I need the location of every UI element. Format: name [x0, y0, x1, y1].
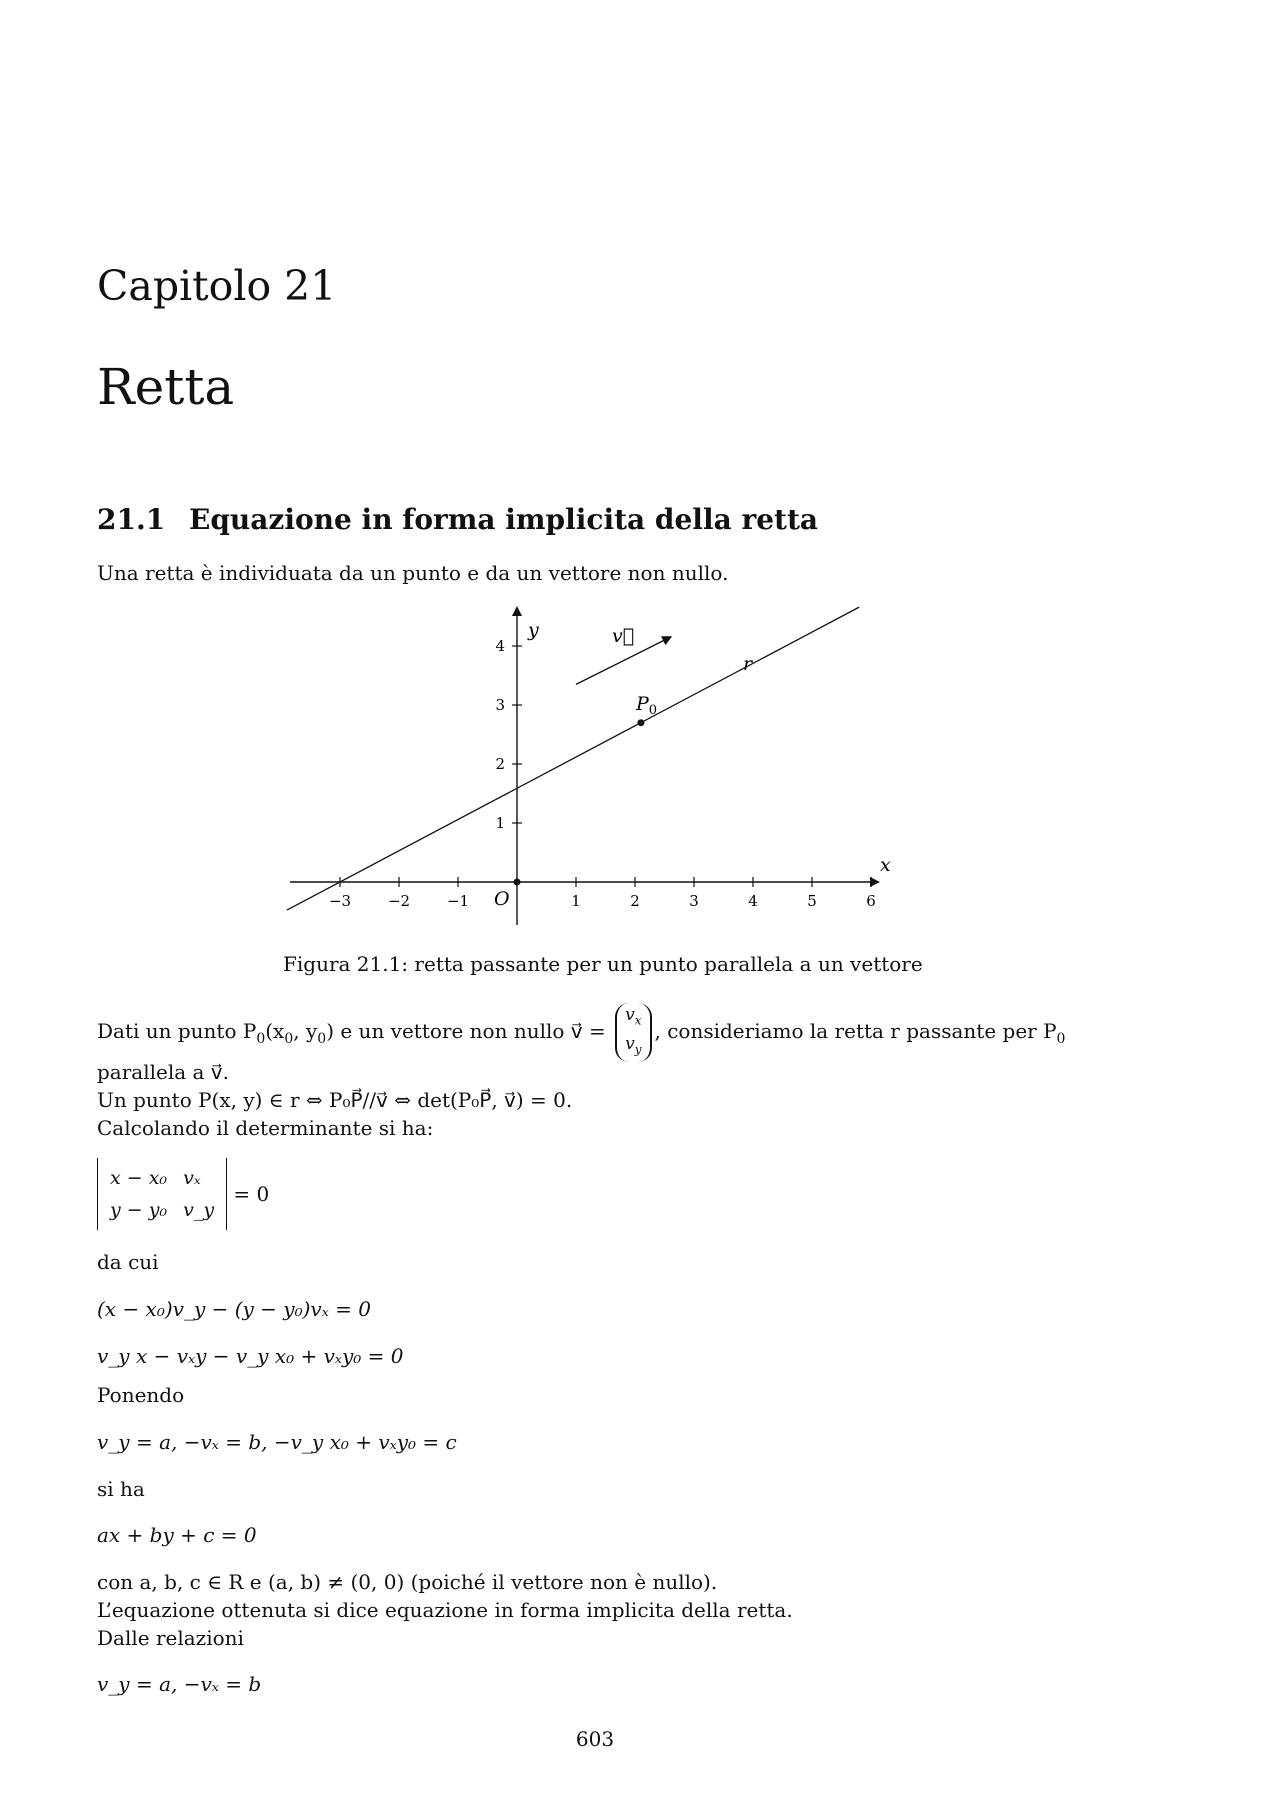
x-tick-label: −1 — [446, 892, 470, 910]
chapter-title: Retta — [97, 358, 235, 416]
p1-part-e: , consideriamo la retta r passante per P — [654, 1018, 1057, 1043]
vec-bottom: v — [625, 1034, 635, 1055]
figure-line-plot — [280, 600, 900, 940]
paragraph-2: parallela a v⃗. — [97, 1060, 229, 1084]
vec-top-sub: x — [634, 1013, 642, 1028]
vector-label: v⃗ — [612, 625, 635, 647]
paragraph-5: con a, b, c ∈ R e (a, b) ≠ (0, 0) (poiché il vettore non è nullo). — [97, 1570, 718, 1594]
determinant-matrix — [97, 1158, 227, 1230]
text-ponendo: Ponendo — [97, 1383, 185, 1407]
point-label-sub: 0 — [648, 703, 658, 718]
determinant-equation — [97, 1158, 269, 1230]
det-c: y − y₀ — [110, 1199, 168, 1221]
vec-bottom-sub: y — [634, 1042, 642, 1057]
p1-part-a: Dati un punto P — [97, 1018, 257, 1043]
equation-5: v_y = a, −vₓ = b — [97, 1672, 262, 1696]
page-number: 603 — [575, 1727, 615, 1751]
point-label-letter: P — [636, 693, 649, 715]
det-b: vₓ — [183, 1167, 201, 1189]
x-tick-label: −2 — [387, 892, 411, 910]
section-number: 21.1 — [97, 503, 166, 536]
x-tick-label: 3 — [689, 892, 699, 910]
y-tick-label: 2 — [495, 755, 505, 773]
equation-4: ax + by + c = 0 — [97, 1523, 257, 1547]
y-tick-label: 3 — [495, 696, 505, 714]
y-tick-label: 1 — [495, 814, 505, 832]
paragraph-3: Un punto P(x, y) ∈ r ⇔ P₀P⃗//v⃗ ⇔ det(P₀P⃗, v⃗) = 0. — [97, 1088, 573, 1112]
equation-1: (x − x₀)v_y − (y − y₀)vₓ = 0 — [97, 1297, 372, 1321]
x-axis-label: x — [880, 854, 891, 876]
equation-3: v_y = a, −vₓ = b, −v_y x₀ + vₓy₀ = c — [97, 1430, 457, 1454]
x-tick-label: 6 — [866, 892, 876, 910]
x-tick-label: −3 — [328, 892, 352, 910]
origin-label: O — [494, 888, 510, 910]
y-ticks — [495, 637, 522, 832]
p1-part-d: ) e un vettore non nullo v⃗ = — [326, 1018, 606, 1043]
section-heading — [97, 503, 818, 536]
origin-point — [514, 879, 521, 886]
x-tick-label: 4 — [748, 892, 758, 910]
chapter-label: Capitolo 21 — [97, 262, 337, 310]
section-title: Equazione in forma implicita della retta — [189, 503, 819, 536]
p1-part-f: 0 — [1056, 1030, 1066, 1047]
point-label — [635, 693, 657, 718]
paragraph-7: Dalle relazioni — [97, 1626, 244, 1650]
x-tick-label: 5 — [807, 892, 817, 910]
intro-paragraph: Una retta è individuata da un punto e da un vettore non nullo. — [97, 561, 729, 585]
p1-part-b: (x — [265, 1018, 285, 1043]
x-tick-label: 1 — [571, 892, 581, 910]
paragraph-4: Calcolando il determinante si ha: — [97, 1116, 434, 1140]
point-p0 — [637, 719, 644, 726]
line-r — [287, 607, 859, 910]
equation-2: v_y x − vₓy − v_y x₀ + vₓy₀ = 0 — [97, 1344, 404, 1368]
det-a: x − x₀ — [110, 1167, 168, 1189]
det-d: v_y — [183, 1199, 215, 1221]
y-tick-label: 4 — [495, 637, 505, 655]
text-si-ha: si ha — [97, 1477, 145, 1501]
paragraph-6: L’equazione ottenuta si dice equazione in forma implicita della retta. — [97, 1598, 793, 1622]
line-label: r — [743, 653, 753, 675]
y-axis-label: y — [528, 619, 539, 641]
vec-top: v — [625, 1005, 635, 1025]
det-equals: = 0 — [233, 1182, 270, 1206]
paragraph-1: Dati un punto $P_0(x_0$, $y_0$) e un vettore non nullo v⃗ = $v_x$ $v_y$ , consideriamo la retta r passante per $P_0$ — [97, 1003, 1065, 1062]
x-tick-label: 2 — [630, 892, 640, 910]
figure-caption: Figura 21.1: retta passante per un punto parallela a un vettore — [283, 952, 923, 976]
text-da-cui: da cui — [97, 1250, 159, 1274]
vector-column — [615, 1003, 651, 1062]
p1-part-c: , y — [293, 1018, 318, 1043]
